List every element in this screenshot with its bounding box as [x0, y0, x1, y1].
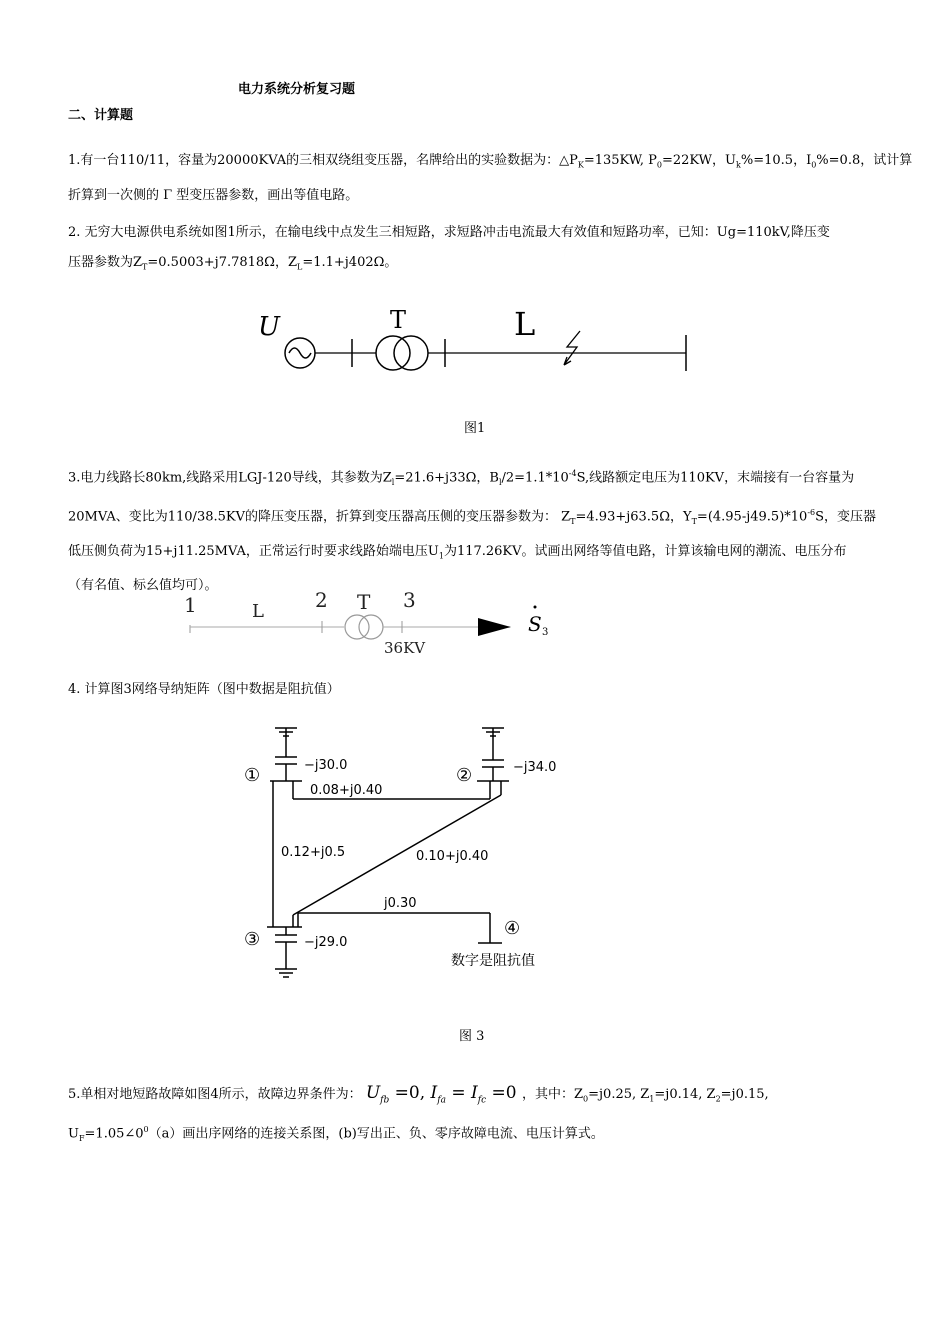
q2-line1: 2. 无穷大电源供电系统如图1所示，在输电线中点发生三相短路，求短路冲击电流最大有效值和短路功率，已知：Ug=110kV,降压变	[68, 225, 830, 240]
q3-text: 20MVA、变比为110/38.5KV的降压变压器，折算到变压器高压侧的变压器参数为： Z	[68, 509, 571, 525]
section-heading: 二、计算题	[68, 108, 134, 123]
eq-part: =0,	[394, 1083, 426, 1103]
fig2-voltage-label: 36KV	[384, 639, 426, 657]
q5-text: （a）画出序网络的连接关系图，(b)写出正、负、零序故障电流、电压计算式。	[148, 1126, 604, 1142]
q5-text: 5.单相对地短路故障如图4所示，故障边界条件为：	[68, 1087, 362, 1102]
q2-sub: T	[142, 262, 148, 272]
q5-sub: 0	[583, 1094, 589, 1104]
transformer-winding-icon	[345, 615, 369, 639]
z13-label: 0.12+j0.5	[281, 845, 346, 860]
q3-sub: 1	[438, 551, 444, 561]
q3-sup: -6	[807, 507, 816, 517]
eq-sub: fb	[380, 1095, 390, 1106]
q5-sub: F	[78, 1133, 85, 1143]
figure-3-caption: 图 3	[459, 1029, 485, 1044]
q5-text: =j0.14, Z	[654, 1087, 716, 1102]
q3-sub: l	[498, 477, 502, 487]
q5-sup: 0	[143, 1125, 149, 1134]
q3-text: S，变压器	[815, 509, 877, 525]
fig2-load-sub: 3	[542, 627, 549, 638]
q1-line2: 折算到一次侧的 Γ 型变压器参数，画出等值电路。	[68, 187, 359, 203]
fig1-label-l: L	[514, 305, 536, 343]
sine-wave-icon	[289, 348, 311, 358]
z23-label: 0.10+j0.40	[416, 849, 489, 864]
eq-sub: fa	[437, 1095, 446, 1106]
question-1	[68, 146, 913, 211]
question-4: 4. 计算图3网络导纳矩阵（图中数据是阻抗值）	[68, 682, 340, 697]
eq-i: I	[471, 1083, 478, 1103]
phasor-dot	[534, 606, 537, 609]
question-5-line1	[68, 1080, 769, 1113]
transformer-winding-icon	[376, 336, 410, 370]
q3-text: =21.6+j33Ω，B	[394, 470, 499, 486]
question-2	[68, 218, 888, 283]
q5-text: =j0.25, Z	[588, 1087, 650, 1102]
transformer-winding-icon	[394, 336, 428, 370]
eq-u: U	[365, 1083, 381, 1103]
node-1-label: ①	[244, 765, 261, 786]
fig2-node-1: 1	[184, 593, 197, 617]
fig1-label-u: U	[258, 312, 280, 342]
fig2-node-3: 3	[403, 588, 416, 612]
q5-text: ，其中：Z	[521, 1087, 584, 1102]
q1-sub: K	[577, 160, 584, 170]
q1-sub: k	[736, 160, 741, 170]
impedance-note: 数字是阻抗值	[451, 953, 535, 969]
fig2-node-2: 2	[315, 588, 328, 612]
q5-text: U	[68, 1126, 79, 1142]
q3-sub: T	[691, 516, 697, 526]
q2-text: 压器参数为Z	[68, 255, 143, 270]
fig2-load-label: S	[528, 612, 542, 636]
q1-text: =22KW，U	[662, 153, 737, 168]
node-4-label: ④	[504, 918, 521, 939]
q2-text: =1.1+j402Ω。	[302, 255, 398, 270]
q2-sub: L	[297, 262, 303, 272]
q1-text: =135KW, P	[583, 153, 657, 168]
question-3	[68, 459, 888, 601]
q3-text: =4.93+j63.5Ω，Y	[575, 509, 692, 525]
eq-part: =0	[491, 1083, 517, 1103]
z12-label: 0.08+j0.40	[310, 783, 383, 798]
eq-i: I	[430, 1083, 438, 1103]
fault-symbol-icon	[564, 331, 580, 365]
q1-text: 1.有一台110/11，容量为20000KVA的三相双绕组变压器，名牌给出的实验数据为：△P	[68, 153, 578, 168]
fault-boundary-equation	[365, 1083, 522, 1106]
figure-3-diagram	[0, 715, 950, 995]
figure-1-diagram	[0, 295, 950, 405]
shunt-1-label: −j30.0	[304, 758, 348, 773]
q1-text: %=10.5，I	[740, 153, 812, 168]
z34-label: j0.30	[384, 896, 417, 911]
q5-sub: 1	[649, 1094, 655, 1104]
question-5-line2	[68, 1120, 604, 1149]
q3-line4: （有名值、标幺值均可）。	[68, 578, 218, 594]
shunt-2-label: −j34.0	[513, 760, 557, 775]
q1-sub: 0	[656, 160, 662, 170]
figure-2-diagram	[0, 585, 950, 665]
eq-sub: fc	[477, 1095, 487, 1106]
q2-text: =0.5003+j7.7818Ω，Z	[147, 255, 297, 270]
q5-text: =j0.15,	[720, 1087, 769, 1102]
eq-part: =	[451, 1083, 466, 1103]
q3-text: =(4.95-j49.5)*10	[696, 509, 808, 525]
q3-text: 3.电力线路长80km,线路采用LGJ-120导线，其参数为Z	[68, 470, 392, 486]
q3-text: /2=1.1*10	[501, 470, 569, 486]
q3-text: S,线路额定电压为110KV，末端接有一台容量为	[576, 470, 855, 486]
figure-1-caption: 图1	[464, 421, 486, 436]
load-arrow-icon	[478, 618, 511, 636]
q1-text: %=0.8，试计算	[816, 153, 913, 168]
fig1-label-t: T	[390, 306, 407, 334]
q1-sub: 0	[811, 160, 817, 170]
shunt-3-label: −j29.0	[304, 935, 348, 950]
q3-text: 低压侧负荷为15+j11.25MVA，正常运行时要求线路始端电压U	[68, 543, 439, 559]
q3-text: 为117.26KV。试画出网络等值电路，计算该输电网的潮流、电压分布	[443, 543, 847, 559]
q5-text: =1.05∠0	[84, 1126, 144, 1142]
q3-sup: -4	[568, 469, 577, 478]
fig2-label-t: T	[357, 590, 371, 614]
q3-sub: l	[391, 477, 395, 487]
node-3-label: ③	[244, 929, 261, 950]
q5-sub: 2	[715, 1094, 721, 1104]
fig2-label-l: L	[252, 601, 264, 622]
q3-sub: T	[570, 516, 576, 526]
document-title: 电力系统分析复习题	[238, 82, 356, 97]
transformer-winding-icon	[359, 615, 383, 639]
node-2-label: ②	[456, 765, 473, 786]
